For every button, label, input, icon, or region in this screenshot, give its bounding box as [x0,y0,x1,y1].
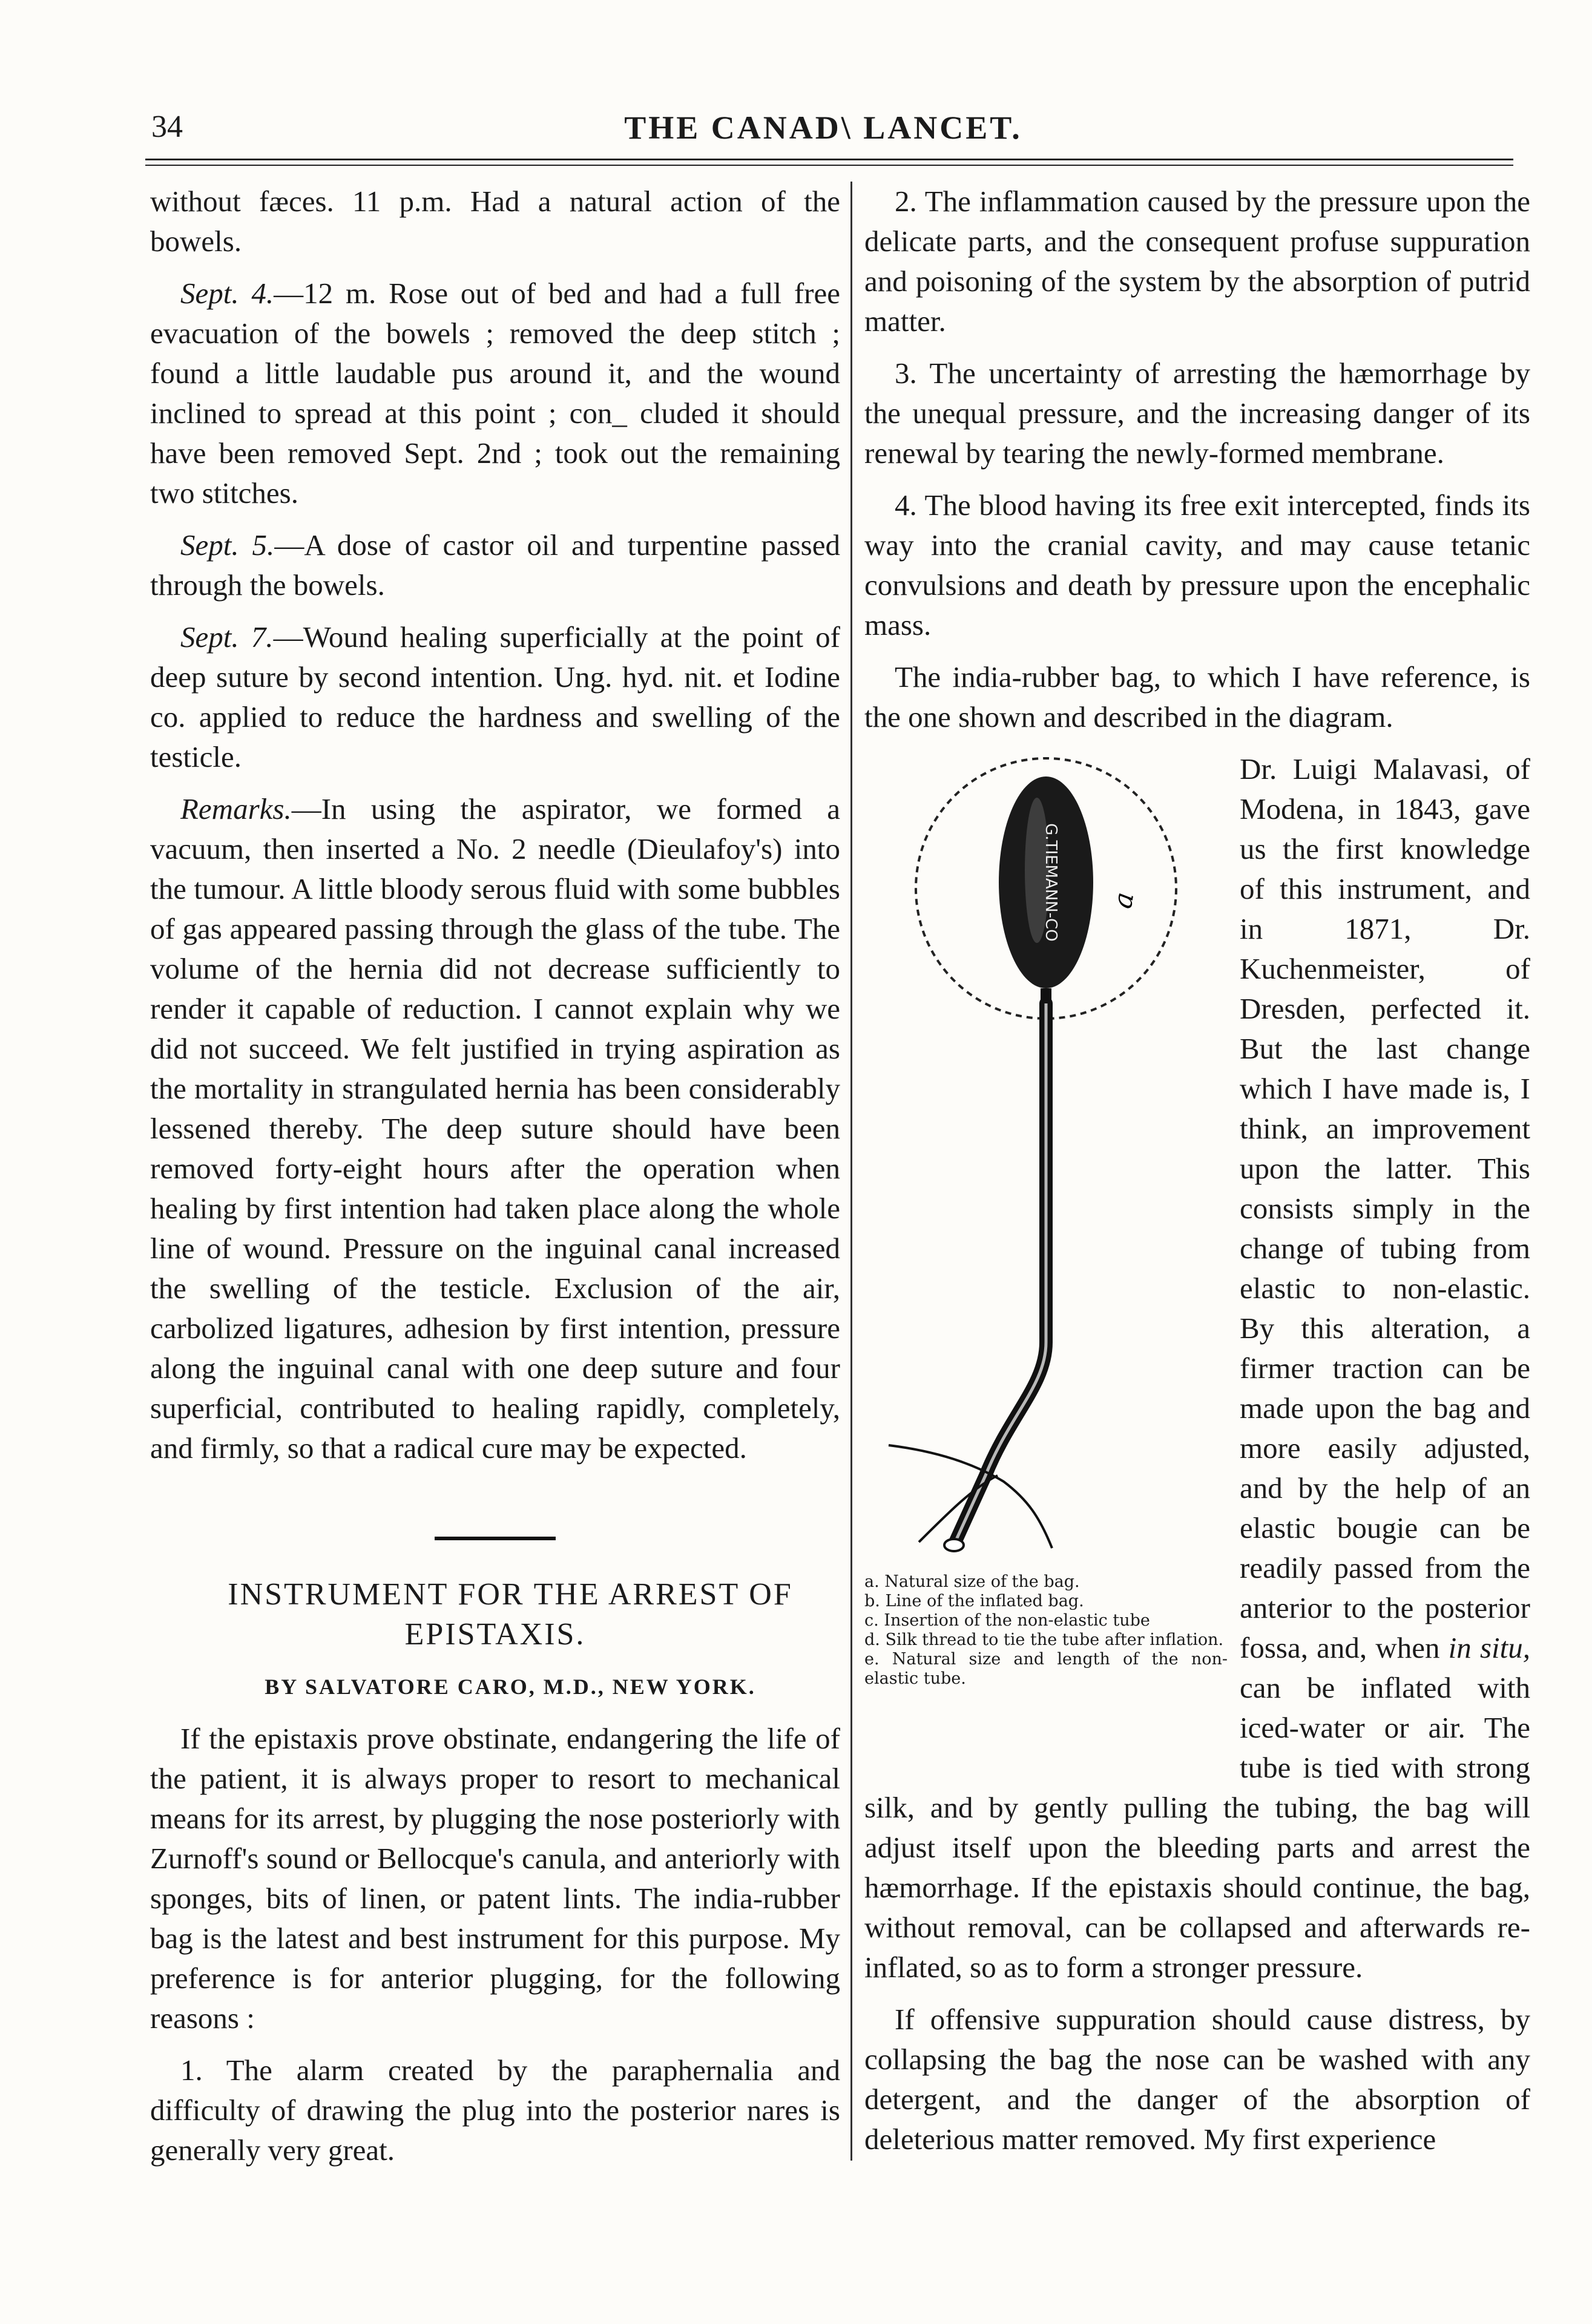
legend-item: e. Natural size and length of the non-elastic tube. [864,1650,1228,1688]
paragraph: The india-rubber bag, to which I have reference, is the one shown and described in the diagram. [864,660,1530,734]
legend-item: a. Natural size of the bag. [864,1572,1080,1591]
epistaxis-bag-illustration [864,749,1228,1572]
page-number: 34 [151,110,183,144]
marker-label: a [1107,890,1140,911]
paragraph: 4. The blood having its free exit intercepted, finds its way into the cranial cavity, and may cause tetanic convulsions and death by pressure upon the encephalic mass. [864,488,1530,642]
paragraph [150,274,840,513]
tube-highlight [955,1003,1046,1542]
legend-item: c. Insertion of the non-elastic tube [864,1611,1150,1630]
paragraph-text: —In using the aspirator, we formed a vacuum, then inserted a No. 2 needle (Dieulafoy's) into the tumour. A little bloody serous fluid with some bubbles of gas appeared passing through the glass of the tube. The volume of the hernia did not decrease sufficiently to render it capable of reduction. I cannot explain why we did not succeed. We felt justified in trying aspiration as the mortality in strangulated hernia has been considerably lessened thereby. The deep suture should have been removed forty-eight hours after the operation when healing by first intention had taken place along the whole line of wound. Pressure on the inguinal canal increased the swelling of the testicle. Exclusion of the air, carbolized ligatures, adhesion by first intention, pressure along the inguinal canal with one deep suture and four superficial, contributed to healing rapidly, completely, and firmly, so that a radical cure may be expected. [150,792,840,1465]
tube-end [944,1539,964,1551]
paragraph-text: —12 m. Rose out of bed and had a full free evacuation of the bowels ; removed the deep stitch ; found a little laudable pus around it, and the wound inclined to spread at this point ; con_ cluded it should have been removed Sept. 2nd ; took out the remaining two stitches. [150,277,840,510]
header-rule [145,159,1513,160]
remarks-label: Remarks. [180,792,292,826]
non-elastic-tube [955,1003,1046,1542]
section-title: INSTRUMENT FOR THE ARREST OF EPISTAXIS. [228,1577,793,1652]
paragraph: without fæces. 11 p.m. Had a natural action of the bowels. [150,185,840,258]
paragraph-text: —A dose of castor oil and turpentine passed through the bowels. [150,528,840,602]
paragraph: If the epistaxis prove obstinate, endangering the life of the patient, it is always proper to resort to mechanical means for its arrest, by plugging the nose posteriorly with Zurnoff's sound or Bellocque's canula, and anteriorly with sponges, bits of linen, or patent lints. The india-rubber bag is the latest and best instrument for this purpose. My preference is for anterior plugging, for the following reasons : [150,1722,840,2035]
running-title: THE CANAD\ LANCET. [624,110,1022,146]
date-label: Sept. 4. [180,277,274,310]
paragraph-text: Dr. Luigi Malavasi, of Modena, in 1843, gave us the first knowledge of this instrument, and in 1871, Dr. Kuchenmeister, of Dresden, perfected it. But the last change which I have made is, I think, an improvement upon the latter. This consists simply in the change of tubing from elastic to non-elastic. By this alteration, a firmer traction can be made upon the bag and more easily adjusted, and by the help of an elastic bougie can be readily passed from the anterior to the posterior fossa, and, when [1240,752,1530,1664]
left-column [150,182,840,2182]
paragraph [150,789,840,1468]
paragraph: 1. The alarm created by the paraphernalia and difficulty of drawing the plug into the posterior nares is generally very great. [150,2053,840,2167]
paragraph [150,525,840,605]
instrument-figure [864,749,1228,1748]
date-label: Sept. 7. [180,620,274,654]
bag-maker-label: G.TIEMANN-CO [1042,823,1060,942]
figure-legend [864,1572,1228,1689]
header-rule-thin [145,165,1513,166]
paragraph-text: —Wound healing superficially at the point of deep suture by second intention. Ung. hyd. nit. et Iodine co. applied to reduce the hardness and swelling of the testicle. [150,620,840,773]
paragraph: 3. The uncertainty of arresting the hæmorrhage by the unequal pressure, and the increasing danger of its renewal by tearing the newly-formed membrane. [864,356,1530,470]
ornament-rule [435,1537,556,1540]
right-column [864,182,1530,2171]
running-header [145,109,1501,157]
date-label: Sept. 5. [180,528,275,562]
paragraph: If offensive suppuration should cause distress, by collapsing the bag the nose can be washed with any detergent, and the danger of the absorption of deleterious matter removed. My first experience [864,2003,1530,2156]
legend-item: b. Line of the inflated bag. [864,1592,1084,1610]
section-ornament [150,1511,840,1551]
paragraph-text: can be inflated with iced-water or air. The tube is tied with strong silk, and by gently pulling the tubing, the bag will adjust itself upon the bleeding parts and arrest the hæmorrhage. If the epistaxis should continue, the bag, without removal, can be collapsed and afterwards re-inflated, so as to form a stronger pressure. [864,1671,1530,1984]
paragraph: 2. The inflammation caused by the pressure upon the delicate parts, and the consequent profuse suppuration and poisoning of the system by the absorption of putrid matter. [864,185,1530,338]
paragraph-emphasis: in situ, [1448,1631,1530,1664]
column-divider [850,182,852,2161]
legend-item: d. Silk thread to tie the tube after inflation. [864,1630,1224,1649]
paragraph [150,617,840,777]
byline: BY SALVATORE CARO, M.D., NEW YORK. [265,1675,756,1699]
